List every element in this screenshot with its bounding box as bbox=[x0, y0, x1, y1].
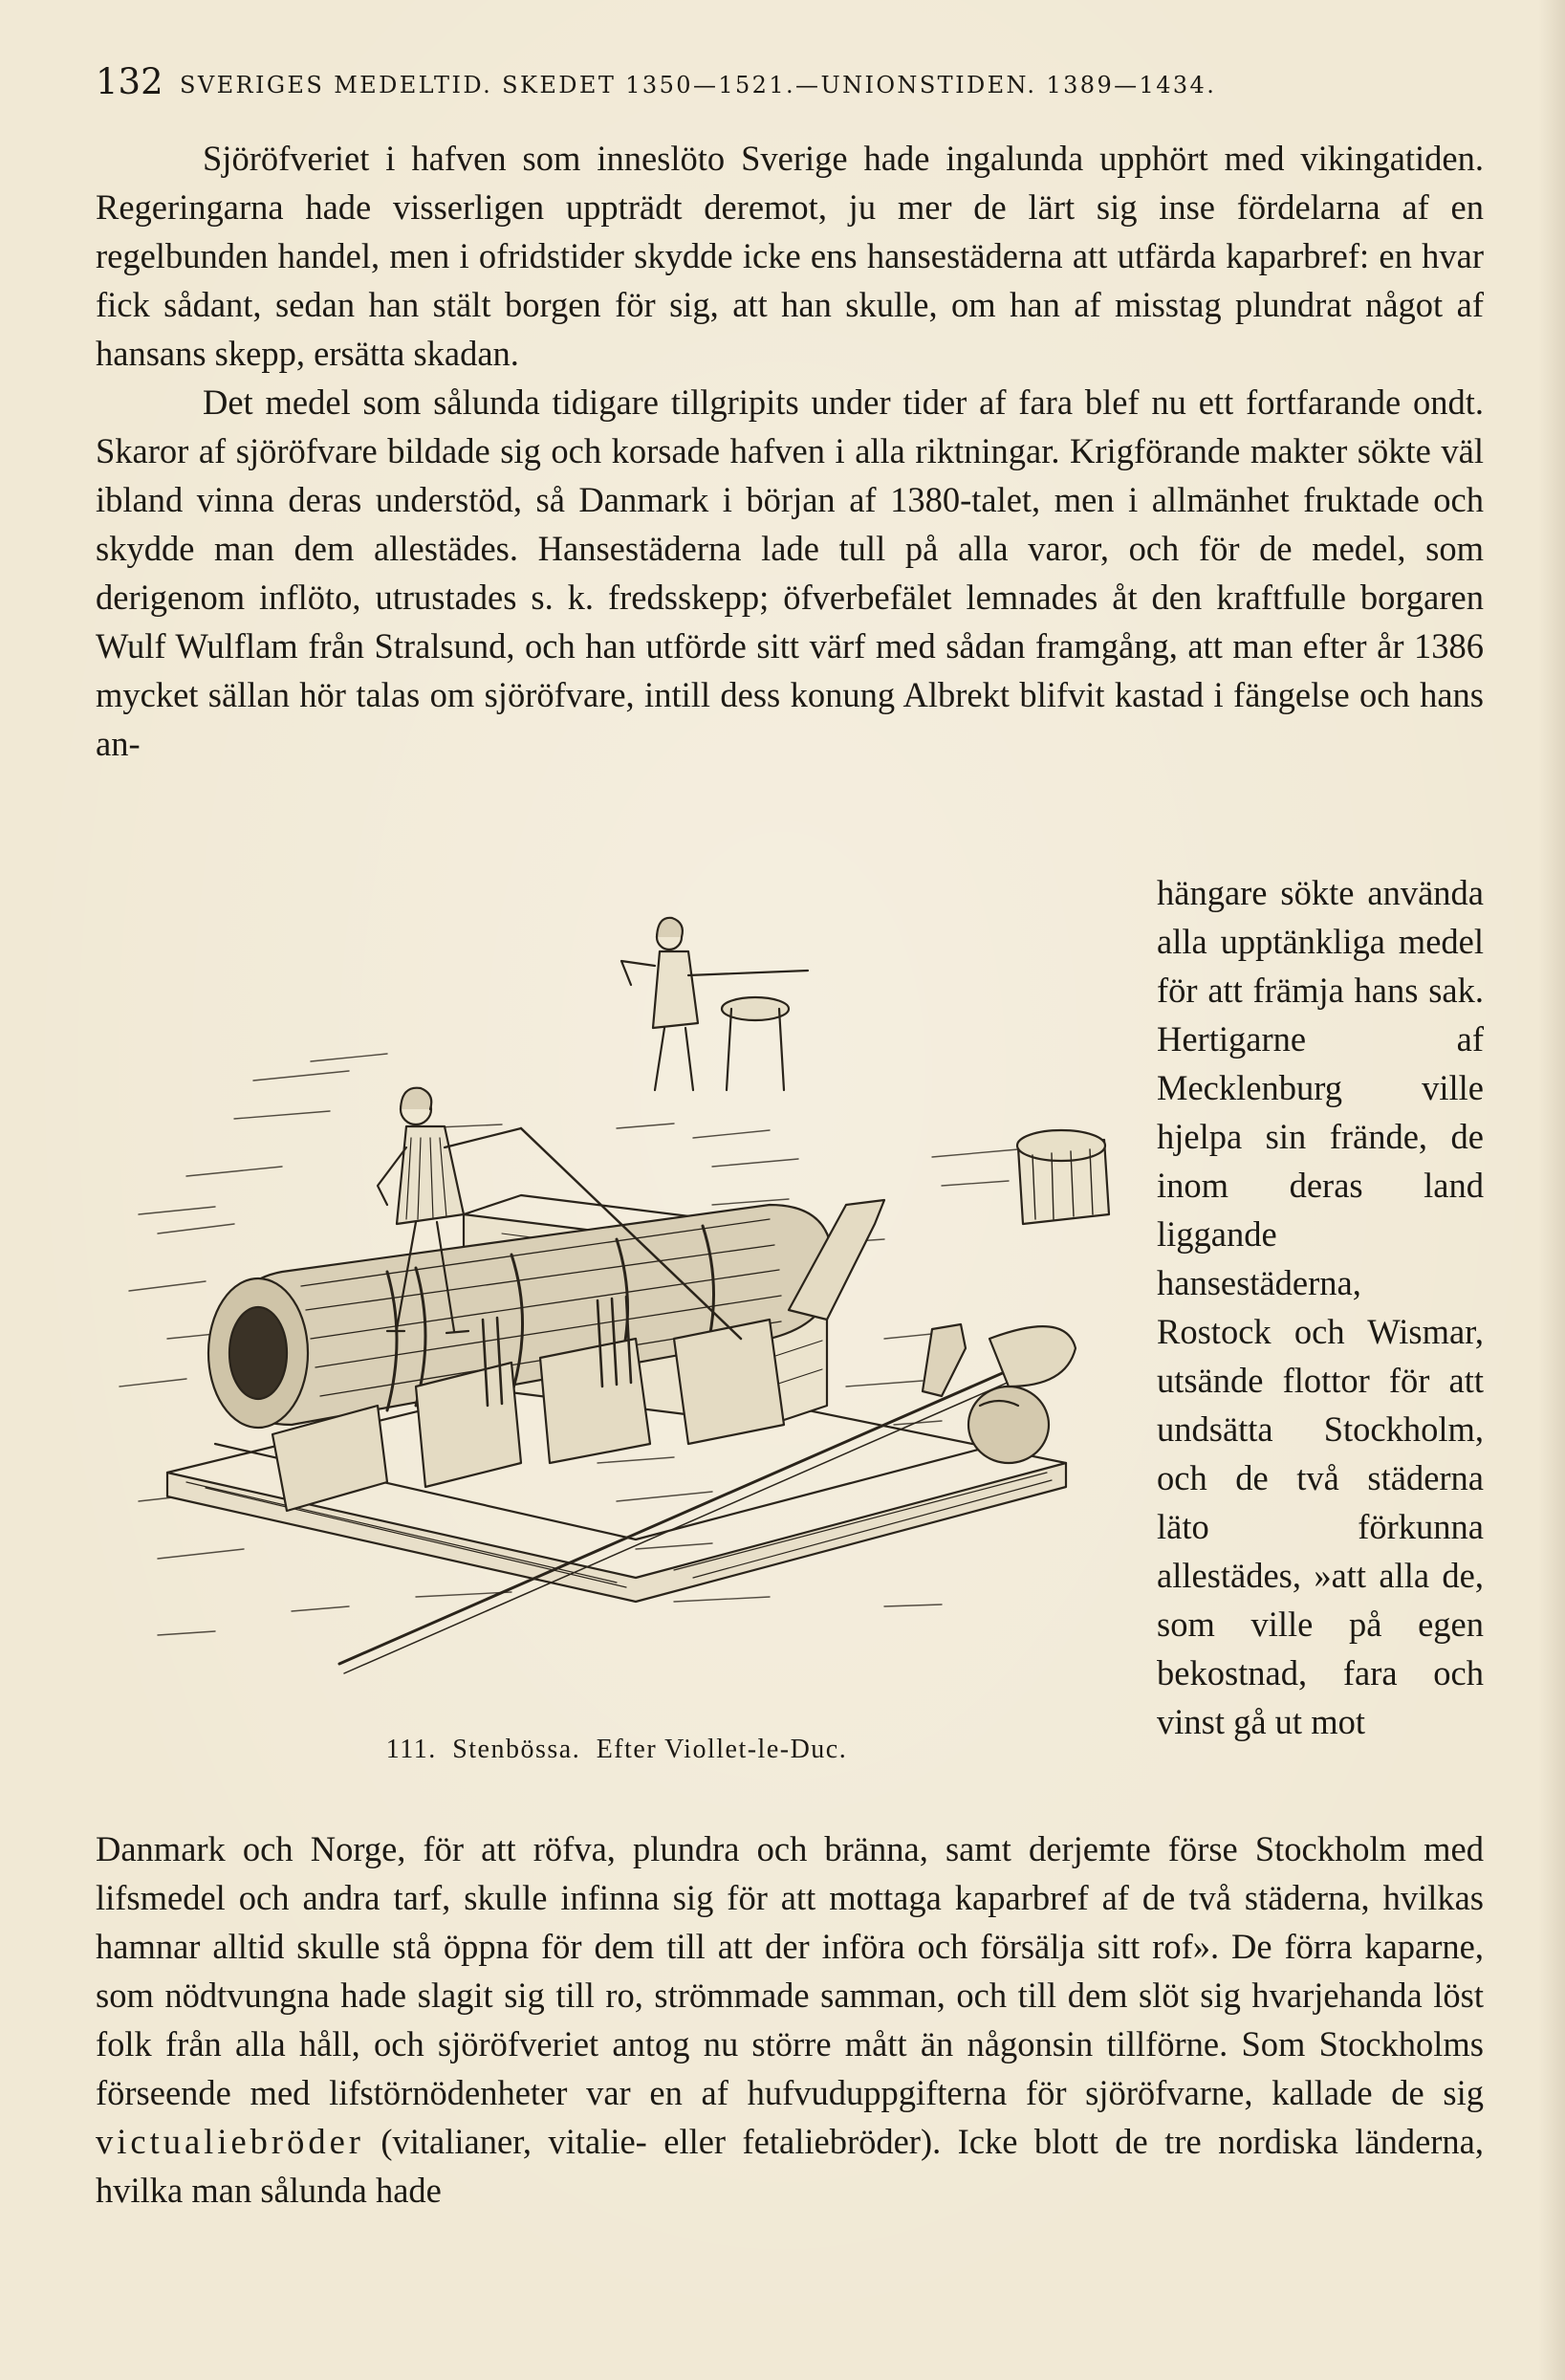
side-paragraph: hängare sökte använda alla upptänkliga medel för att främja hans sak. Hertigarne af Mecklenburg ville hjelpa sin frände, de inom deras land liggande hansestäderna, Rostock och Wismar, utsände flottor för att undsätta Stockholm, och de två städerna läto förkunna allestädes, »att alla de, som ville på egen bekostnad, fara och vinst gå ut mot bbox=[1157, 873, 1484, 1741]
figure-title: Stenbössa. bbox=[452, 1735, 581, 1764]
cannon-engraving bbox=[100, 889, 1133, 1731]
page-header bbox=[96, 55, 1501, 109]
paragraph-3-part-1: Danmark och Norge, för att röfva, plundra och bränna, samt derjemte förse Stockholm med lifsmedel och andra tarf, skulle infinna sig för att mottaga kaparbref af de två städerna, hvilkas hamnar alltid skulle stå öppna för dem till att der införa och försälja sitt rof». De förra kaparne, som nödtvungna hade slagit sig till ro, strömmade samman, och till dem slöt sig hvarjehanda löst folk från alla håll, och sjöröfveriet antog nu större mått än någonsin tillförne. Som Stockholms förseende med lifstörnödenheter var en af hufvuduppgifterna för sjöröfvarne, kallade de sig bbox=[96, 1829, 1484, 2112]
paragraph-1: Sjöröfveriet i hafven som inneslöto Sverige hade ingalunda upphört med vikingatiden. Regeringarna hade visserligen uppträdt deremot, ju mer de lärt sig inse fördelarna af en regelbunden handel, men i ofridstider skydde icke ens hansestäderna att utfärda kaparbref: en hvar fick sådant, sedan han stält borgen för sig, att han skulle, om han af misstag plundrat något af hansans skepp, ersätta skadan. bbox=[96, 139, 1484, 373]
figure-number: 111. bbox=[385, 1735, 437, 1764]
paragraph-2: Det medel som sålunda tidigare tillgripits under tider af fara blef nu ett fortfarande ondt. Skaror af sjöröfvare bildade sig och korsade hafven i alla riktningar. Krigförande makter sökte väl ibland vinna deras understöd, så Danmark i början af 1380-talet, men i allmänhet fruktade och skydde man dem allestädes. Hansestäderna lade tull på alla varor, och för de medel, som derigenom inflöto, utrustades s. k. fredsskepp; öfverbefälet lemnades åt den kraftfulle borgaren Wulf Wulflam från Stralsund, och han utförde sitt värf med sådan framgång, att man efter år 1386 mycket sällan hör talas om sjöröfvare, intill dess konung Albrekt blifvit kastad i fängelse och hans an- bbox=[96, 382, 1484, 763]
figure-source: Efter Viollet-le-Duc. bbox=[596, 1735, 848, 1764]
paragraph-3 bbox=[96, 1824, 1484, 2215]
figure-stenbossa bbox=[100, 889, 1133, 1779]
paragraph-3-part-2: (vitalianer, vitalie- eller fetaliebröder). Icke blott de tre nordiska länderna, hvilka man sålunda hade bbox=[96, 2122, 1484, 2210]
spaced-term: victualiebröder bbox=[96, 2122, 364, 2161]
body-text-side-column bbox=[1157, 868, 1484, 1746]
figure-caption bbox=[100, 1731, 1133, 1769]
body-text-top bbox=[96, 134, 1484, 768]
page-edge-shadow bbox=[1538, 0, 1565, 2380]
running-head: SVERIGES MEDELTID. SKEDET 1350—1521.—UNIONSTIDEN. 1389—1434. bbox=[180, 72, 1217, 98]
page-number: 132 bbox=[96, 61, 163, 102]
body-text-bottom bbox=[96, 1824, 1484, 2215]
